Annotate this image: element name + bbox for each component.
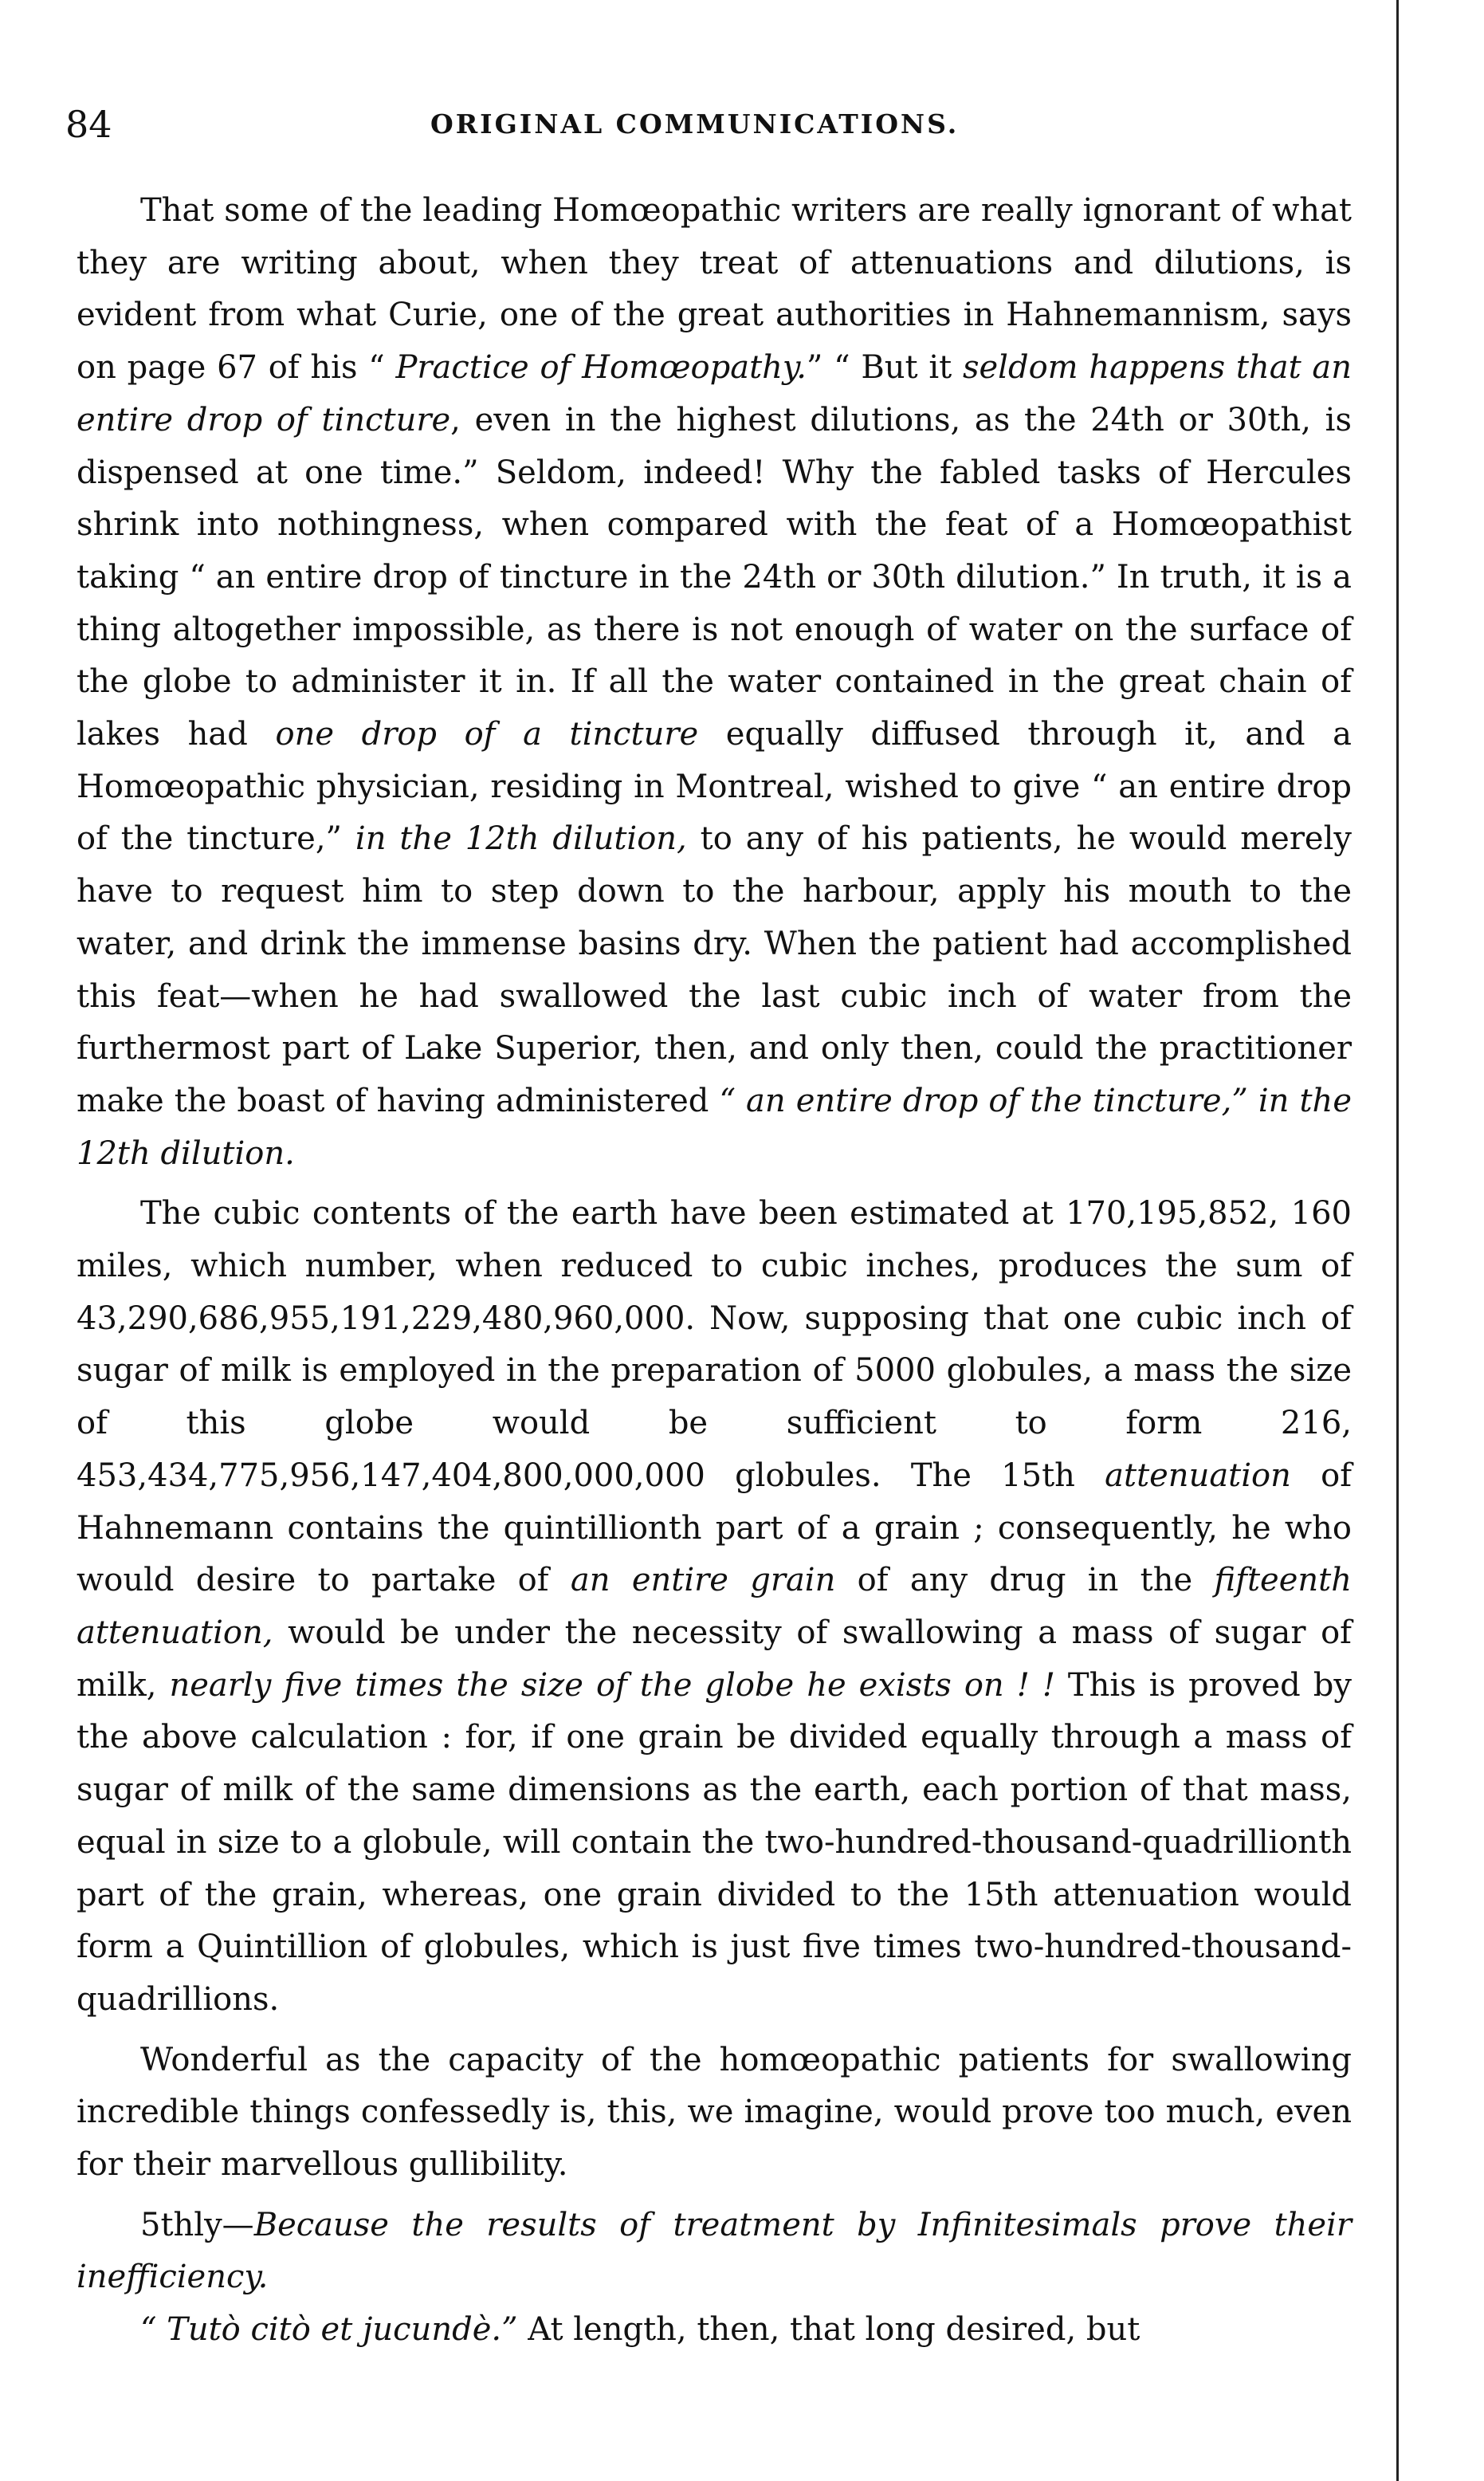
- text-run: That some of the leading Homœopathic writers are really ignorant of what they are writing about, when they treat of attenuations and dilutions, is evident from what Curie, one of the great authorities in Hahnemannism, says on page 67 of his “: [77, 192, 1352, 387]
- italic-run: seldom happens that an entire drop of tincture: [77, 349, 1352, 438]
- text-run: to any of his patients, he would merely have to request him to step down to the harbour, apply his mouth to the water, and drink the immense basins dry. When the patient had accomplished this feat—when he had swallowed the last cubic inch of water from the furthermost part of Lake Superior, then, and only then, could the practitioner make the boast of having administered: [77, 820, 1352, 1119]
- italic-run: Because the results of treatment by Infinitesimals prove their inefficiency.: [77, 2206, 1352, 2296]
- page-number: 84: [65, 103, 112, 146]
- text-run: The cubic contents of the earth have been estimated at 170,195,852, 160 miles, which number, when reduced to cubic inches, produces the sum of 43,290,686,955,191,229,480,960,000. Now, supposing that one cubic inch of sugar of milk is employed in the preparation of 5000 globules, a mass the size of this globe would be sufficient to form 216, 453,434,775,956,147,404,800,000,000 globules. The 15th: [77, 1195, 1352, 1494]
- paragraph-1: [77, 185, 1352, 1180]
- paragraph-2: [77, 1188, 1352, 2026]
- text-run: of Hahnemann contains the quintillionth part of a grain ; consequently, he who would desire to partake of: [77, 1457, 1352, 1599]
- italic-run: nearly five times the size of the globe he exists on ! !: [169, 1666, 1055, 1704]
- text-run: This is proved by the above calculation : for, if one grain be divided equally through a mass of sugar of milk of the same dimensions as the earth, each portion of that mass, equal in size to a globule, will contain the two-hundred-thousand-quadrillionth part of the grain, whereas, one grain divided to the 15th attenuation would form a Quintillion of globules, which is just five times two-hundred-thousand-quadrillions.: [77, 1666, 1352, 2018]
- paragraph-3: Wonderful as the capacity of the homœopathic patients for swallowing incredible things confessedly is, this, we imagine, would prove too much, even for their marvellous gullibility.: [77, 2041, 1352, 2184]
- text-run: , even in the highest dilutions, as the 24th or 30th, is dispensed at one time.” Seldom, indeed! Why the fabled tasks of Hercules shrink into nothingness, when compared with the feat of a Homœopathist taking “ an entire drop of tincture in the 24th or 30th dilution.” In truth, it is a thing altogether impossible, as there is not enough of water on the surface of the globe to administer it in. If all the water contained in the great chain of lakes had: [77, 401, 1352, 753]
- italic-run: Practice of Homœopathy.: [395, 349, 807, 387]
- text-run: ” “ But it: [806, 349, 963, 387]
- page-edge-rule: [1396, 0, 1399, 2481]
- running-head: ORIGINAL COMMUNICATIONS.: [430, 108, 960, 140]
- italic-run: “ Tutò citò et jucundè.”: [140, 2311, 518, 2349]
- body-text: [77, 185, 1352, 2357]
- text-run: equally diffused through it, and a Homœopathic physician, residing in Montreal, wished to give “ an entire drop of the tincture,”: [77, 716, 1352, 858]
- italic-run: an entire grain: [570, 1562, 836, 1599]
- text-run: At length, then, that long desired, but: [517, 2311, 1140, 2349]
- text-run: would be under the necessity of swallowing a mass of sugar of milk,: [77, 1614, 1352, 1704]
- text-run: 5thly—: [140, 2206, 254, 2243]
- italic-run: one drop of a tincture: [275, 716, 699, 753]
- paragraph-4: [77, 2200, 1352, 2304]
- italic-run: in the 12th dilution,: [355, 820, 687, 858]
- italic-run: fifteenth attenuation,: [77, 1562, 1352, 1651]
- paragraph-5: [77, 2304, 1352, 2357]
- italic-run: attenuation: [1105, 1457, 1291, 1494]
- text-run: of any drug in the: [835, 1562, 1215, 1599]
- italic-run: “ an entire drop of the tincture,” in the 12th dilution.: [77, 1082, 1352, 1172]
